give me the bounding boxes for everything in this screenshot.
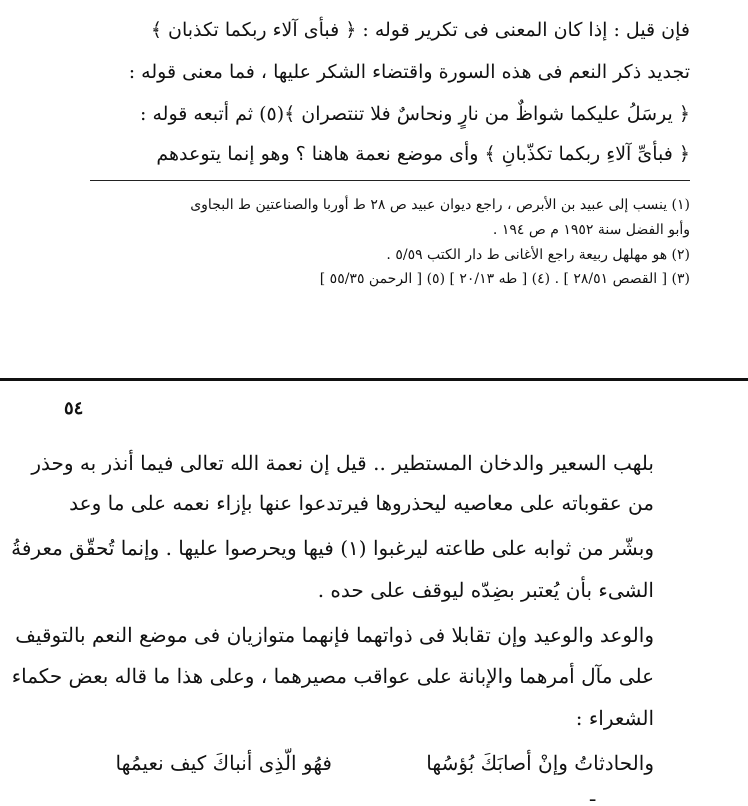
body-line: وبشّر من ثوابه على طاعته ليرغبوا (١) فيها ويحرصوا عليها . وإنما تُحقّق معرفةُ [11,536,654,560]
body-line: ﴿ فبأىِّ آلاءِ ربكما تكذّبانِ ﴾ وأى موضع نعمة هاهنا ؟ وهو إنما يتوعدهم [156,143,690,165]
body-line: الشعراء : [575,706,654,730]
cut-off-text-fragment: ـ [590,785,596,806]
footnote-line: (٣) [ القصص ٢٨/٥١ ] . (٤) [ طه ٢٠/١٣ ] (٥) [ الرحمن ٥٥/٣٥ ] [319,271,690,287]
body-line: تجديد ذكر النعم فى هذه السورة واقتضاء الشكر عليها ، فما معنى قوله : [128,61,690,83]
verse [68,747,654,779]
footnote-line: وأبو الفضل سنة ١٩٥٢ م ص ١٩٤ . [492,222,690,238]
footnote-line: (٢) هو مهلهل ربيعة راجع الأغانى ط دار الكتب ٥/٥٩ . [386,247,690,263]
footnote-separator [90,180,690,181]
page-number: ٥٤ [64,398,84,419]
body-line: على مآل أمرهما والإبانة على عواقب مصيرهما ، وعلى هذا ما قاله بعض حكماء [11,664,654,688]
body-line: الشىء بأن يُعتبر بضِدّه ليوقف على حده . [317,578,654,602]
body-line: فإن قيل : إذا كان المعنى فى تكرير قوله : ﴿ فبأى آلاء ربكما تكذبان ﴾ [150,19,690,41]
top-page [0,0,748,378]
verse-first-hemistich: والحادثاتُ وإنْ أصابَكَ بُؤسُها [426,751,654,775]
verse-second-hemistich: فهُو الّذِى أنباكَ كيف نعيمُها [115,751,332,775]
body-line: من عقوباته على معاصيه ليحذروها فيرتدعوا عنها بإزاء نعمه على ما وعد [69,491,654,515]
body-line: ﴿ يرسَلُ عليكما شواظٌ من نارٍ ونحاسٌ فلا تنتصران ﴾(٥) ثم أتبعه قوله : [140,103,690,125]
body-line: والوعد والوعيد وإن تقابلا فى ذواتهما فإنهما متوازيان فى موضع النعم بالتوقيف [15,623,654,647]
body-line: بلهب السعير والدخان المستطير .. قيل إن نعمة الله تعالى فيما أنذر به وحذر [31,451,654,475]
footnote-line: (١) ينسب إلى عبيد بن الأبرص ، راجع ديوان عبيد ص ٢٨ ط أوربا والصناعتين ط البجاوى [190,197,690,213]
